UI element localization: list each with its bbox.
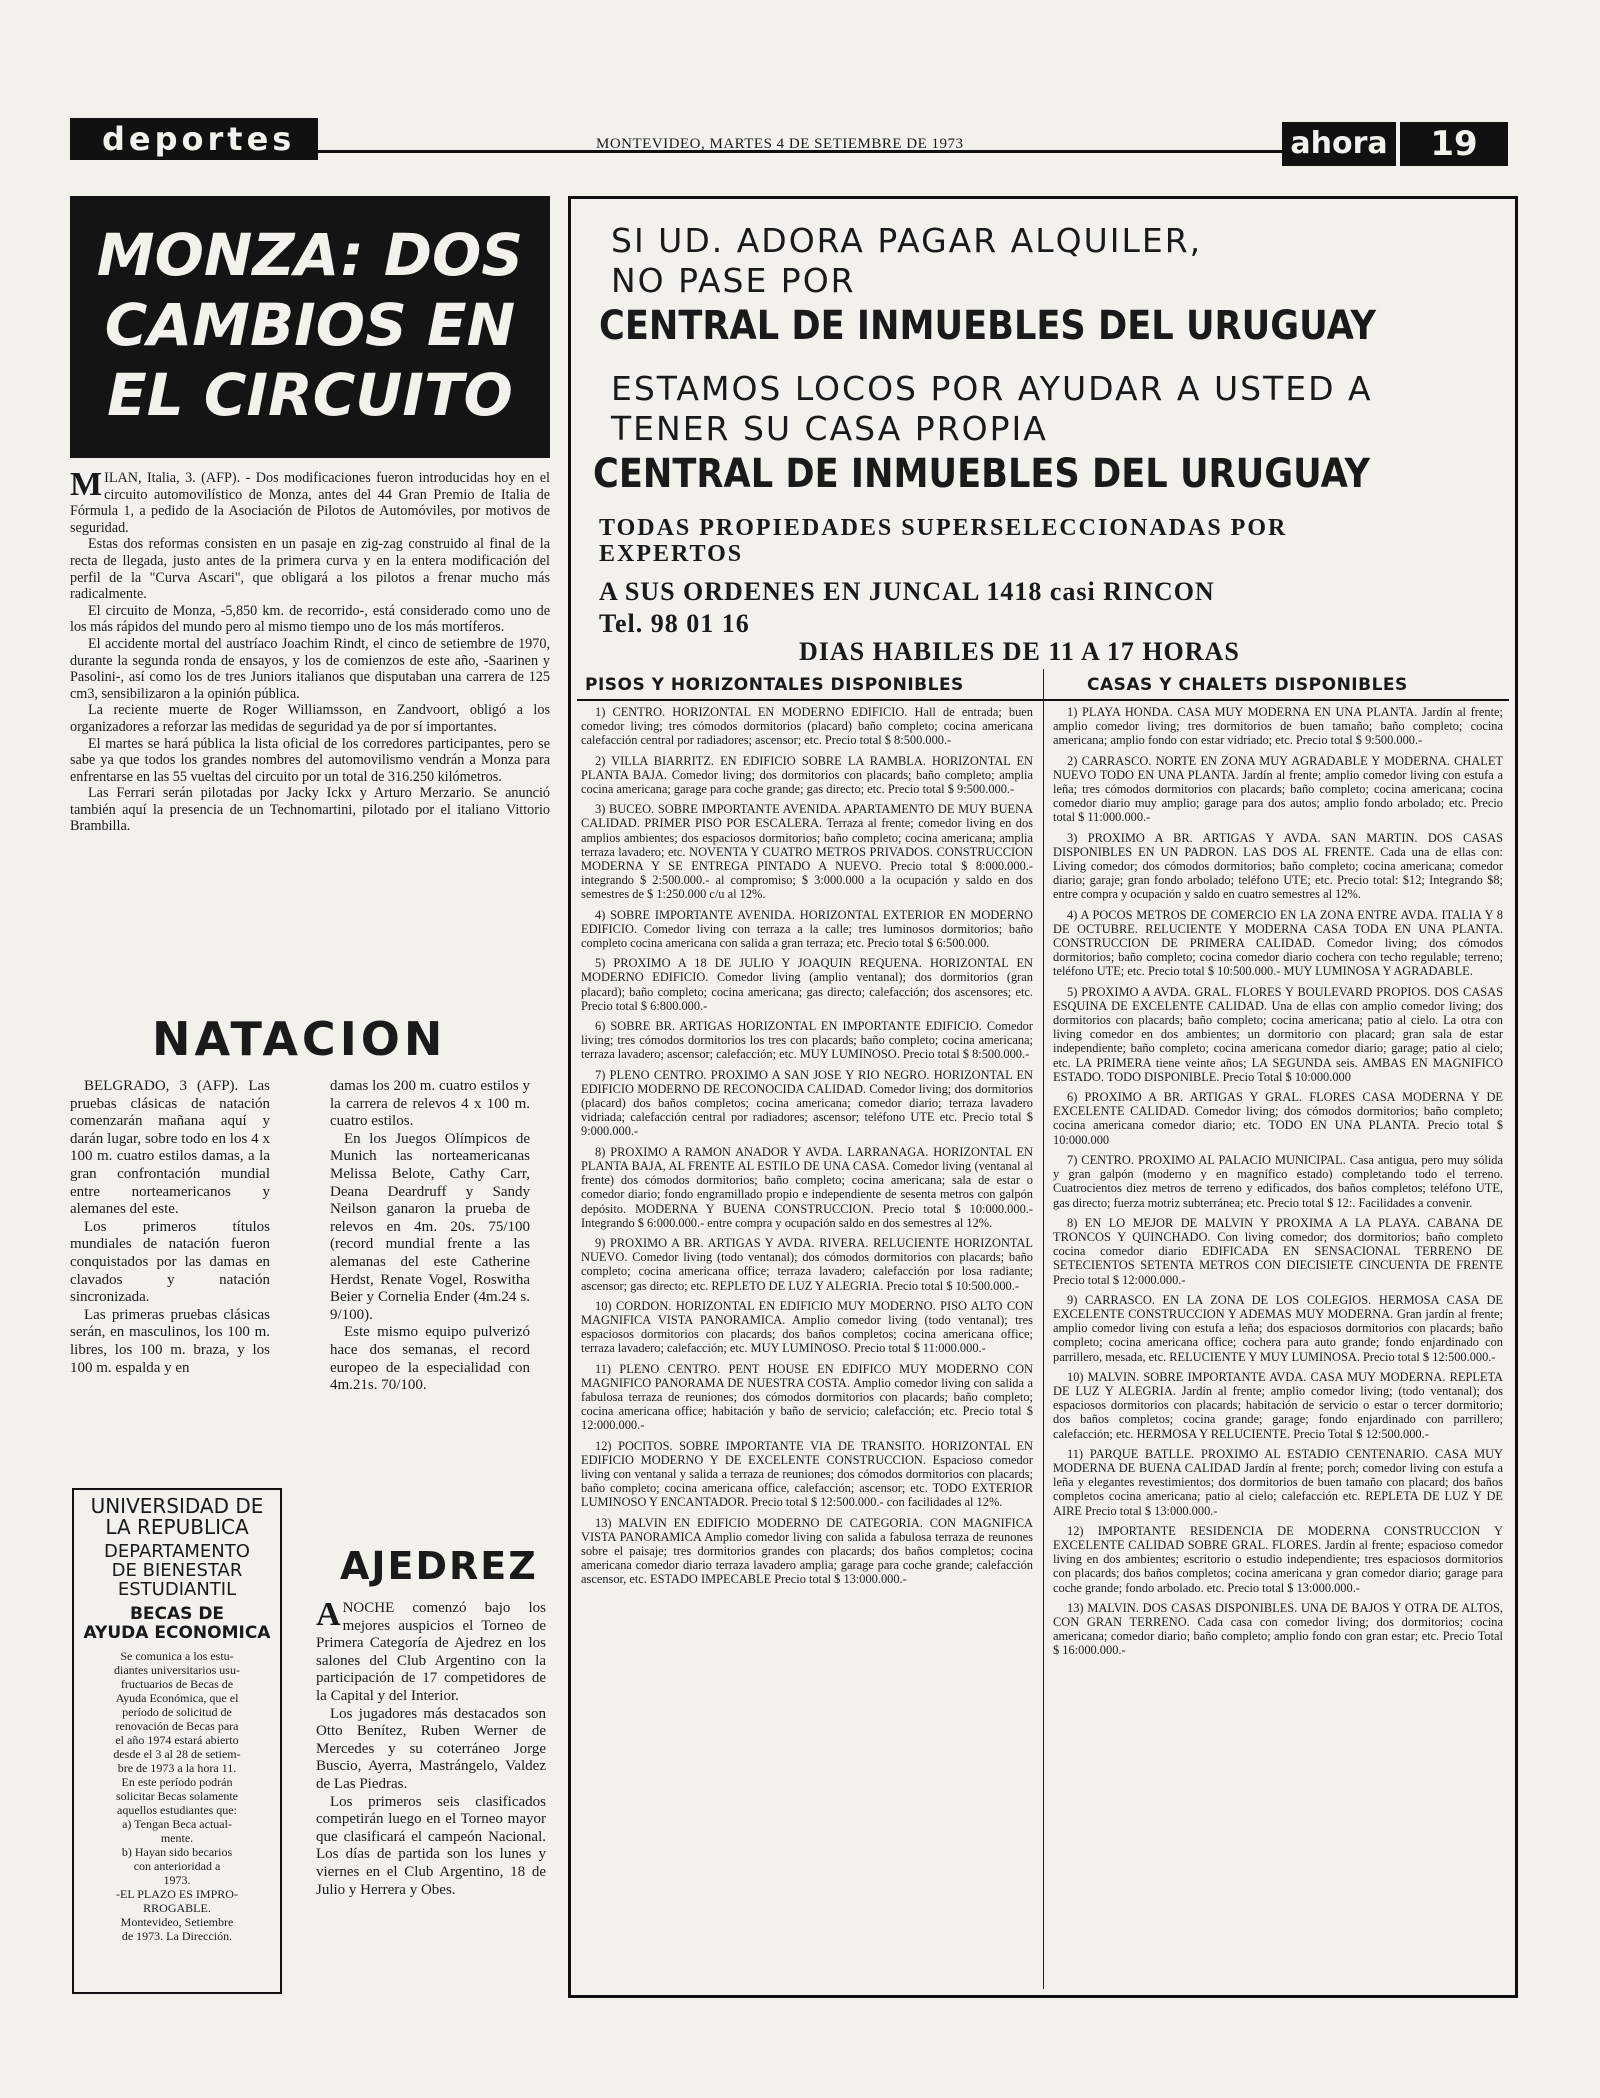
listing-item: 12) POCITOS. SOBRE IMPORTANTE VIA DE TRANSITO. HORIZONTAL EN EDIFICIO MODERNO Y DE EXCELENTE CONSTRUCCION. Espacioso comedor living con ventanal y salida a terraza de reuniones; dos cómodos dormitorios con placards; baño completo; cocina americana office, calefacción; ascensor; etc. TODO EXTERIOR LUMINOSO Y ENCANTADOR. Precio total $ 12:500.000.- con facilidades al 12%. xyxy=(581,1438,1033,1510)
listing-item: 12) IMPORTANTE RESIDENCIA DE MODERNA CONSTRUCCION Y EXCELENTE CALIDAD SOBRE GRAL. FLORES. Jardín al frente; espacioso comedor living en dos ambientes; escritorio o estudio independiente; tres espaciosos dormitorios con placards; dos baños completos; cocina americana y gran comedor diario; garage para coche grande; fondo arbolado. etc. Precio total $ 13:000.000.- xyxy=(1053,1523,1503,1595)
listing-item: 1) CENTRO. HORIZONTAL EN MODERNO EDIFICIO. Hall de entrada; buen comedor living; tres cómodos dormitorios (placard) baño completo; cocina americana calefacción central por radiadores; ascensor; etc. Precio total $ 8:500.000.- xyxy=(581,705,1033,748)
ad-line: NO PASE POR xyxy=(611,261,856,300)
article-paragraph: damas los 200 m. cuatro estilos y la carrera de relevos 4 x 100 m. cuatro estilos. xyxy=(330,1078,530,1130)
real-estate-ad xyxy=(568,196,1518,1998)
listing-item: 8) EN LO MEJOR DE MALVIN Y PROXIMA A LA PLAYA. CABANA DE TRONCOS Y QUINCHADO. Con living comedor; dos dormitorios; baño completo cocina comedor diario EDIFICADA EN SENSACIONAL TERRENO DE SETECIENTOS SETENTA METROS CON DIECISIETE CINCUENTA DE FRENTE Precio total $ 12:000.000.- xyxy=(1053,1215,1503,1287)
article-paragraph: Las primeras pruebas clásicas serán, en masculinos, los 100 m. libres, los 100 m. braza, y los 100 m. espalda y en xyxy=(70,1306,270,1376)
ad-headline: CENTRAL DE INMUEBLES DEL URUGUAY xyxy=(599,303,1376,349)
article-paragraph: La reciente muerte de Roger Williamsson, en Zandvoort, obligó a los organizadores a reforzar las medidas de seguridad ya de por sí importantes. xyxy=(70,702,550,735)
casas-listings xyxy=(1053,705,1503,1664)
monza-headline-box xyxy=(70,196,550,458)
notice-body xyxy=(74,1643,280,1943)
notice-dept-line: DE BIENESTAR xyxy=(111,1560,243,1581)
notice-line: el año 1974 estará abierto xyxy=(115,1733,239,1747)
listing-item: 3) BUCEO. SOBRE IMPORTANTE AVENIDA. APARTAMENTO DE MUY BUENA CALIDAD. PRIMER PISO POR ESCALERA. Terraza al frente; comedor living en dos amplios ambientes; dos espaciosos dormitorios; baño completo; cocina americana; amplia terraza lavadero; etc. NOVENTA Y CUATRO METROS PRIVADOS. CONSTRUCCION MODERNA Y SE ENTREGA PINTADO A NUEVO. Precio total $ 8:000.000.- integrando $ 2:500.000.- al compromiso; $ 3:000.000 a la ocupación y saldo en dos semestres de $ 1:250.000 c/u al 12%. xyxy=(581,802,1033,902)
masthead-brand: ahora xyxy=(1282,122,1396,166)
casas-heading: CASAS Y CHALETS DISPONIBLES xyxy=(1087,675,1408,695)
notice-line: fructuarios de Becas de xyxy=(120,1677,234,1691)
monza-headline xyxy=(70,220,550,430)
ad-headline: CENTRAL DE INMUEBLES DEL URUGUAY xyxy=(593,451,1370,497)
article-paragraph: Los jugadores más destacados son Otto Benítez, Ruben Werner de Mercedes y su coterráneo Jorge Buscio, Ayerra, Mastrángelo, Valdez de Las Piedras. xyxy=(316,1705,546,1792)
notice-line: con anterioridad a xyxy=(133,1859,221,1873)
listing-item: 11) PARQUE BATLLE. PROXIMO AL ESTADIO CENTENARIO. CASA MUY MODERNA DE BUENA CALIDAD Jardín al frente; porch; comedor living con estufa a leña y elegantes revestimientos; dos dormitorios de buen tamaño con placard; dos baños completos cocina americana; patio al cielo; calefacción etc. REPLETA DE LUZ Y DE AIRE Precio total $ 13:000.000.- xyxy=(1053,1446,1503,1518)
article-paragraph: Los primeros seis clasificados competirán luego en el Torneo mayor que clasificará el campeón Nacional. Los días de partida son los lunes y viernes en el Club Argentino, 18 de Julio y Herrera y Obes. xyxy=(316,1793,546,1898)
article-paragraph: NOCHE comenzó bajo los mejores auspicios el Torneo de Primera Categoría de Ajedrez en los salones del Club Argentino con la participación de 17 competidores de la Capital y del Interior. xyxy=(316,1600,546,1704)
listing-item: 8) PROXIMO A RAMON ANADOR Y AVDA. LARRANAGA. HORIZONTAL EN PLANTA BAJA, AL FRENTE AL ESTILO DE UNA CASA. Comedor living (ventanal al frente) dos cómodos dormitorios; baño completo; cocina americana; sala de estar o comedor diario; fondo engramillado propio e independiente de sesenta metros con galpón depósito. MODERNA Y BUENA CONSTRUCCION. Precio total $ 10:000.000.- Integrando $ 6:000.000.- entre compra y ocupación saldo en dos semestres al 12%. xyxy=(581,1144,1033,1230)
notice-line: diantes universitarios usu- xyxy=(114,1663,240,1677)
universidad-notice xyxy=(72,1488,282,1994)
monza-headline-line: MONZA: DOS xyxy=(96,221,524,289)
notice-dept-line: DEPARTAMENTO xyxy=(104,1541,250,1562)
monza-headline-line: CAMBIOS EN xyxy=(104,291,516,359)
listing-item: 9) PROXIMO A BR. ARTIGAS Y AVDA. RIVERA. RELUCIENTE HORIZONTAL NUEVO. Comedor living (todo ventanal); dos cómodos dormitorios con placards; baño completo; cocina americana office; terraza lavadero; calefacción por losa radiante; ascensor; gas directo; etc. REPLETO DE LUZ Y ALEGRIA. Precio total $ 10:500.000.- xyxy=(581,1235,1033,1293)
notice-line: de 1973. La Dirección. xyxy=(121,1929,233,1943)
ad-line: TENER SU CASA PROPIA xyxy=(611,409,1048,448)
listing-item: 6) PROXIMO A BR. ARTIGAS Y GRAL. FLORES CASA MODERNA Y DE EXCELENTE CALIDAD. Comedor living; dos cómodos dormitorios; baño completo; cocina americana comedor diario; etc. TODO EN UNA PLANTA. Precio total $ 10:000.000 xyxy=(1053,1090,1503,1147)
article-paragraph: Estas dos reformas consisten en un pasaje en zig-zag construido al final de la recta de llegada, justo antes de la primera curva y en la entera modificación del perfil de la "Curva Ascari", que obligará a los pilotos a frenar mucho más radicalmente. xyxy=(70,536,550,603)
article-paragraph: ILAN, Italia, 3. (AFP). - Dos modificaciones fueron introducidas hoy en el circuito automovilístico de Monza, antes del 44 Gran Premio de Italia de Fórmula 1, a pedido de la Asociación de Pilotos de Automóviles, por motivos de seguridad. xyxy=(70,470,550,536)
notice-line: Se comunica a los estu- xyxy=(120,1649,234,1663)
listing-item: 6) SOBRE BR. ARTIGAS HORIZONTAL EN IMPORTANTE EDIFICIO. Comedor living; tres cómodos dormitorios los tres con placards; baño completo; cocina americana; terraza lavadero; ascensor; calefacción; etc. MUY LUMINOSO. Precio total $ 8:500.000.- xyxy=(581,1019,1033,1062)
listing-item: 13) MALVIN EN EDIFICIO MODERNO DE CATEGORIA. CON MAGNIFICA VISTA PANORAMICA Amplio comedor living con salida a fabulosa terraza de reunones sobre el paisaje; tres dormitorios grandes con placards; dos baños completos; cocina americana comedor diario terraza lavadero amplia; garage para coche grande; calefacción ascensor, etc. ESTADO IMPECABLE Precio total $ 13:000.000.- xyxy=(581,1515,1033,1587)
listing-item: 4) SOBRE IMPORTANTE AVENIDA. HORIZONTAL EXTERIOR EN MODERNO EDIFICIO. Comedor living con terraza a la calle; tres luminosos dormitorios; baño completo cocina americana con salida a gran terraza; etc. Precio total $ 6:500.000. xyxy=(581,907,1033,951)
notice-line: a) Tengan Beca actual- xyxy=(122,1817,232,1831)
listing-item: 10) MALVIN. SOBRE IMPORTANTE AVDA. CASA MUY MODERNA. REPLETA DE LUZ Y ALEGRIA. Jardín al frente; amplio comedor living; (todo ventanal); dos espaciosos dormitorios con placards; habitación de servicio o estar o tercer dormitorio; dos baños completos; cocina grande; garage; fondo enjardinado con parrillero; calefacción; etc. HERMOSA Y RELUCIENTE. Precio Total $ 12:500.000.- xyxy=(1053,1369,1503,1441)
pisos-listings xyxy=(581,705,1033,1593)
article-paragraph: El accidente mortal del austríaco Joachim Rindt, el cinco de setiembre de 1970, durante la segunda ronda de ensayos, y los de comienzos de este año, -Saarinen y Pasolini-, así como los de tres Juniors italianos que disputaban una carrera de 125 cm3, sensibilizaron a la opinión pública. xyxy=(70,635,550,702)
monza-article xyxy=(70,466,550,835)
natacion-column-2 xyxy=(330,1078,530,1395)
issue-date: MONTEVIDEO, MARTES 4 DE SETIEMBRE DE 1973 xyxy=(596,136,964,152)
notice-line: Ayuda Económica, que el xyxy=(115,1691,239,1705)
notice-line: desde el 3 al 28 de setiem- xyxy=(113,1747,241,1761)
notice-line: b) Hayan sido becarios xyxy=(121,1845,233,1859)
listing-item: 10) CORDON. HORIZONTAL EN EDIFICIO MUY MODERNO. PISO ALTO CON MAGNIFICA VISTA PANORAMICA. Amplio comedor living (todo ventanal); tres espaciosos dormitorios con placards; dos baños completos; cocina americana office; terraza lavadero; calefacción; etc. MUY LUMINOSO. Precio total $ 11:000.000.- xyxy=(581,1298,1033,1356)
ad-hours: DIAS HABILES DE 11 A 17 HORAS xyxy=(799,637,1240,666)
notice-line: solicitar Becas solamente xyxy=(116,1789,238,1803)
article-paragraph: El circuito de Monza, -5,850 km. de recorrido-, está considerado como uno de los más rápidos del mundo pero al mismo tiempo uno de los más mortíferos. xyxy=(70,602,550,636)
article-paragraph: El martes se hará pública la lista oficial de los corredores participantes, pero se sabe ya que todos los grandes nombres del automovilismo vendrán a Monza para enfrentarse en las 55 vueltas del circuito por un total de 316.250 kilómetros. xyxy=(70,735,550,785)
ad-line: EXPERTOS xyxy=(599,541,744,567)
notice-dept-line: ESTUDIANTIL xyxy=(117,1579,237,1600)
listing-item: 11) PLENO CENTRO. PENT HOUSE EN EDIFICO MUY MODERNO CON MAGNIFICO PANORAMA DE NUESTRA COSTA. Amplio comedor living con salida a fabulosa terraza de reuniones; dos cómodos dormitorios con placards; baño completo; cocina americana office; habitación y baño de servicio; calefacción; etc. Precio total $ 12:000.000.- xyxy=(581,1361,1033,1433)
natacion-column-1 xyxy=(70,1078,270,1377)
column-divider xyxy=(1043,669,1044,1989)
article-paragraph: Los primeros títulos mundiales de natación fueron conquistados por las damas en clavados y natación sincronizada. xyxy=(70,1218,270,1306)
ad-line: TODAS PROPIEDADES SUPERSELECCIONADAS POR xyxy=(599,515,1288,541)
notice-line: período de solicitud de xyxy=(122,1705,232,1719)
notice-heading-line: UNIVERSIDAD DE xyxy=(90,1494,264,1518)
listing-item: 5) PROXIMO A 18 DE JULIO Y JOAQUIN REQUENA. HORIZONTAL EN MODERNO EDIFICIO. Comedor living (amplio ventanal); dos dormitorios (gran placard); baño completo; cocina americana; gas directo; calefacción; dos ascensores; etc. Precio total $ 6:800.000.- xyxy=(581,956,1033,1013)
ad-line: SI UD. ADORA PAGAR ALQUILER, xyxy=(611,221,1203,260)
notice-line: renovación de Becas para xyxy=(115,1719,239,1733)
page-number: 19 xyxy=(1400,122,1508,166)
notice-line: 1973. xyxy=(163,1873,191,1887)
listing-item: 9) CARRASCO. EN LA ZONA DE LOS COLEGIOS. HERMOSA CASA DE EXCELENTE CONSTRUCCION Y ADEMAS MUY MODERNA. Gran jardín al frente; amplio comedor living con estufa a leña; dos espaciosos dormitorios con placards; baño completo; cocina americana office; cochera para auto grande; fondo enjardinado con parrillero, mesada, etc. RELUCIENTE Y MUY LUMINOSA. Precio total $ 12:500.000.- xyxy=(1053,1292,1503,1364)
listing-item: 4) A POCOS METROS DE COMERCIO EN LA ZONA ENTRE AVDA. ITALIA Y 8 DE OCTUBRE. RELUCIENTE Y MODERNA CASA TODA EN UNA PLANTA. CONSTRUCCION DE PRIMERA CALIDAD. Comedor living; dos cómodos dormitorios; baño completo; cocina comedor diario cochera con techo regulable; terreno; teléfono UTE; etc. Precio total $ 10:500.000.- MUY LUMINOSA Y AGRADABLE. xyxy=(1053,907,1503,979)
notice-line: En este período podrán xyxy=(121,1775,233,1789)
listing-item: 13) MALVIN. DOS CASAS DISPONIBLES. UNA DE BAJOS Y OTRA DE ALTOS, CON GRAN TERRENO. Cada casa con comedor living; dos dormitorios; cocina americana; comedor diario; baño completo; amplio fondo con gran estar; etc. Precio Total $ 16:000.000.- xyxy=(1053,1600,1503,1658)
article-paragraph: BELGRADO, 3 (AFP). Las pruebas clásicas de natación comenzarán mañana aquí y darán lugar, sobre todo en los 4 x 100 m. cuatro estilos damas, a la gran confrontación mundial entre norteamericanos y alemanes del este. xyxy=(70,1078,270,1218)
notice-line: Montevideo, Setiembre xyxy=(120,1915,234,1929)
ad-line: ESTAMOS LOCOS POR AYUDAR A USTED A xyxy=(611,369,1373,408)
notice-line: -EL PLAZO ES IMPRO- xyxy=(116,1887,238,1901)
listing-item: 2) VILLA BIARRITZ. EN EDIFICIO SOBRE LA RAMBLA. HORIZONTAL EN PLANTA BAJA. Comedor living; dos dormitorios con placards; baño completo; amplia cocina americana; garage para coche grande; gas directo; etc. Precio total $ 9:500.000.- xyxy=(581,753,1033,797)
article-paragraph: Este mismo equipo pulverizó hace dos semanas, el record europeo de la especialidad con 4m.21s. 70/100. xyxy=(330,1324,530,1394)
notice-heading-line: LA REPUBLICA xyxy=(105,1515,249,1539)
listing-item: 7) CENTRO. PROXIMO AL PALACIO MUNICIPAL. Casa antigua, pero muy sólida y gran galpón (moderno y en magnífico estado) completando todo el terreno. Cuatrocientos diez metros de terreno y edificados, dos baños completos; teléfono UTE, gas directo; fuerza motriz subterránea; etc. Precio total $ 12:. Facilidades a convenir. xyxy=(1053,1152,1503,1210)
article-paragraph: Las Ferrari serán pilotadas por Jacky Ickx y Arturo Merzario. Se anunció también aquí la presencia de un Technomartini, pilotado por el italiano Vittorio Brambilla. xyxy=(70,785,550,835)
ajedrez-article xyxy=(316,1596,546,1899)
notice-becas-line: BECAS DE xyxy=(129,1604,225,1624)
monza-headline-line: EL CIRCUITO xyxy=(107,361,513,429)
listing-item: 2) CARRASCO. NORTE EN ZONA MUY AGRADABLE Y MODERNA. CHALET NUEVO TODO EN UNA PLANTA. Jardín al frente; amplio comedor living con estufa a leña; tres cómodos dormitorios con placards; baño completo; cocina americana; cocina comedor diario muy amplio; garage para dos autos; amplio fondo arbolado; etc. Precio total $ 11:000.000.- xyxy=(1053,753,1503,825)
notice-line: bre de 1973 a la hora 11. xyxy=(117,1761,237,1775)
listing-item: 7) PLENO CENTRO. PROXIMO A SAN JOSE Y RIO NEGRO. HORIZONTAL EN EDIFICIO MODERNO DE RECONOCIDA CALIDAD. Comedor living; dos dormitorios (placard) dos baños completos; cocina americana; comedor diario; terraza lavadero vidriada; calefacción central por radiadores; ascensor; teléfono UTE etc. Precio total $ 9:000.000.- xyxy=(581,1067,1033,1139)
notice-line: mente. xyxy=(160,1831,194,1845)
article-paragraph: En los Juegos Olímpicos de Munich las norteamericanas Melissa Belote, Cathy Carr, Deana Deardruff y Sandy Neilson ganaron la prueba de relevos en 4m. 20s. 75/100 (record mundial frente a las alemanas del este Catherine Herdst, Renate Vogel, Roswitha Beier y Cornelia Ender (4m.24 s. 9/100). xyxy=(330,1130,530,1323)
ad-phone: Tel. 98 01 16 xyxy=(599,609,750,638)
notice-line: RROGABLE. xyxy=(143,1901,211,1915)
natacion-headline: NATACION xyxy=(152,1012,447,1066)
dropcap: A xyxy=(316,1596,341,1633)
notice-becas-line: AYUDA ECONOMICA xyxy=(83,1623,271,1643)
pisos-heading: PISOS Y HORIZONTALES DISPONIBLES xyxy=(585,675,964,695)
section-label: deportes xyxy=(70,118,318,160)
listing-item: 3) PROXIMO A BR. ARTIGAS Y AVDA. SAN MARTIN. DOS CASAS DISPONIBLES EN UN PADRON. LAS DOS AL FRENTE. Cada una de ellas con: Living comedor; dos cómodos dormitorios; baño completo; cocina americana; comedor diario; garaje; gran fondo arbolado; teléfono UTE; etc. Precio total: $12; Integrando $8; entre compra y ocupación y saldo en cuatro semestres al 12%. xyxy=(1053,830,1503,902)
dropcap: M xyxy=(70,466,103,503)
listing-item: 1) PLAYA HONDA. CASA MUY MODERNA EN UNA PLANTA. Jardín al frente; amplio comedor living; tres dormitorios de buen tamaño; baño completo; cocina americana; amplio fondo con estar vidriado; etc. Precio total $ 9:500.000.- xyxy=(1053,705,1503,748)
ad-address: A SUS ORDENES EN JUNCAL 1418 casi RINCON xyxy=(599,577,1215,606)
notice-line: aquellos estudiantes que: xyxy=(117,1803,237,1817)
listing-item: 5) PROXIMO A AVDA. GRAL. FLORES Y BOULEVARD PROPIOS. DOS CASAS ESQUINA DE EXCELENTE CALIDAD. Una de ellas con amplio comedor living; dos dormitorios con placards; baño completo; cocina americana; patio al cielo. La otra con living comedor en dos ambientes; un dormitorio con placard; gran sala de estar independiente; baño completo; cocina americana comedor diario; garage; patio al cielo; etc. LA PRIMERA tiene veinte años; LA SEGUNDA seis. AMBAS EN MAGNIFICO ESTADO. TODO DISPONIBLE. Precio Total $ 10:000.000 xyxy=(1053,984,1503,1084)
ajedrez-headline: AJEDREZ xyxy=(340,1544,538,1588)
